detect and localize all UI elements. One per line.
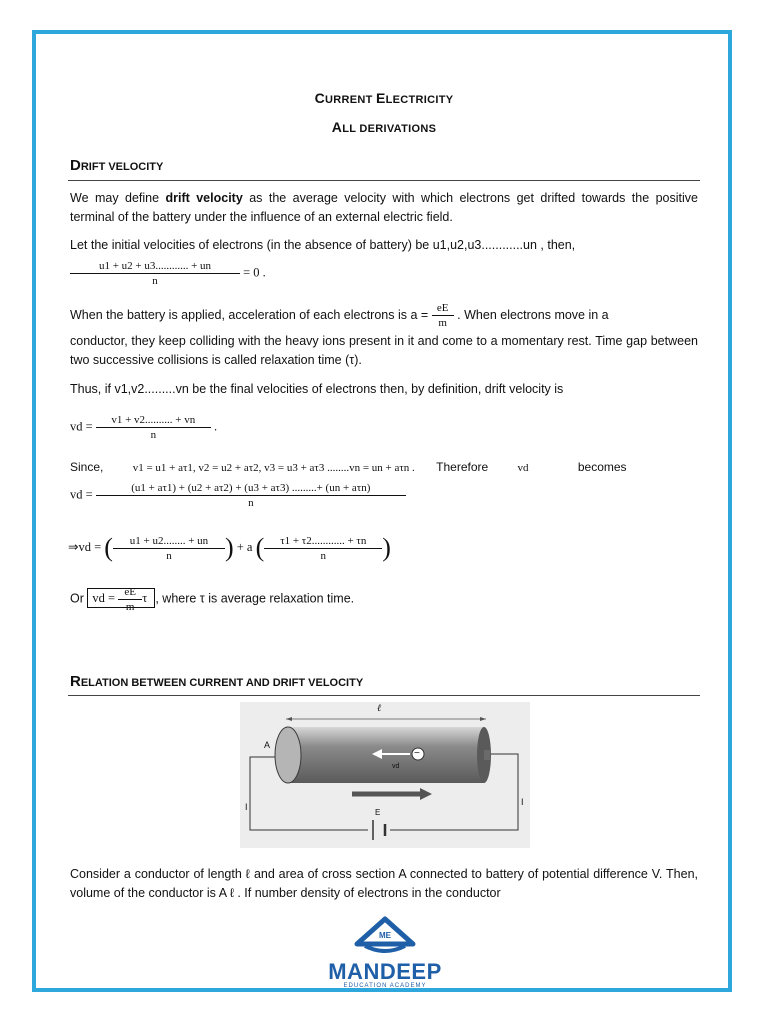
label-current-left: I — [245, 802, 248, 812]
label-area: A — [264, 740, 271, 750]
heading-rule — [68, 695, 700, 696]
section-heading-current-drift: RELATION BETWEEN CURRENT AND DRIFT VELOCITY — [70, 673, 364, 690]
conductor-face — [275, 727, 301, 783]
section-heading-drift-velocity: DRIFT VELOCITY — [70, 157, 164, 174]
equation-drift-velocity-result: Or vd = $\frac{eE}{m}$ τ , where τ is average relaxation time. — [70, 586, 355, 613]
equation-drift-velocity-split: ⇒vd = ( $\frac{u1 + u2........ + un}{n}$ ) + a ( $\frac{\tau 1 + \tau 2............ + \tau n}{n}$ ) — [68, 533, 391, 562]
equation-sum-initial-velocities: $\frac{u1 + u2 + u3............ + un}{n}$ = 0 . — [70, 259, 266, 288]
paragraph-final-velocities: Thus, if v1,v2.........vn be the final velocities of electrons then, by definition, drift velocity is — [70, 382, 564, 396]
paragraph-conductor: Consider a conductor of length ℓ and area of cross section A connected to battery of potential difference V. Then, volume of the conductor is A ℓ . If number density of electrons in the conductor — [70, 867, 698, 900]
conductor-diagram — [240, 702, 530, 848]
label-vd: vd — [392, 763, 400, 770]
paragraph-initial-velocities: Let the initial velocities of electrons (in the absence of battery) be u1,u2,u3............un , then, — [70, 238, 576, 252]
paragraph-definition: We may define drift velocity as the average velocity with which electrons get drifted towards the positive terminal of the battery under the influence of an external electric field. — [70, 191, 698, 224]
logo-mark-icon — [325, 916, 445, 956]
label-emf: E — [375, 808, 381, 817]
equation-drift-velocity-expanded: vd = $\frac{\text{(u1 + aτ1) + (u2 + aτ2) + (u3 + aτ3) .........+ (un + aτn)}}{n}$ — [70, 481, 406, 510]
label-length: ℓ — [377, 703, 382, 714]
terminal-right — [484, 750, 490, 760]
conductor-figure — [240, 702, 530, 848]
logo-name: MANDEEP — [328, 959, 442, 984]
paragraph-relaxation-time: conductor, they keep colliding with the heavy ions present in it and come to a momentary rest. Time gap between two successive collisions is called relaxation time (τ). — [70, 334, 698, 367]
label-current-right: I — [521, 797, 524, 807]
equation-drift-velocity: vd = $\frac{v1 + v2.......... + vn}{n}$ . — [70, 414, 218, 441]
heading-rule — [68, 180, 700, 181]
doc-subtitle: ALL DERIVATIONS — [331, 119, 437, 135]
doc-title: CURRENT ELECTRICITY — [314, 90, 454, 106]
label-electron: − — [414, 748, 420, 759]
mandeep-logo — [325, 916, 445, 988]
logo-tagline: EDUCATION ACADEMY — [343, 983, 427, 989]
paragraph-acceleration: When the battery is applied, acceleration of each electrons is a = $\frac{eE}{m}$ . When electrons move in a — [70, 302, 609, 329]
logo-mark-text: ME — [379, 931, 391, 940]
paragraph-since: Since, v1 = u1 + aτ1, v2 = u2 + aτ2, v3 = u3 + aτ3 ........vn = un + aτn . Therefore vd becomes — [70, 460, 627, 474]
